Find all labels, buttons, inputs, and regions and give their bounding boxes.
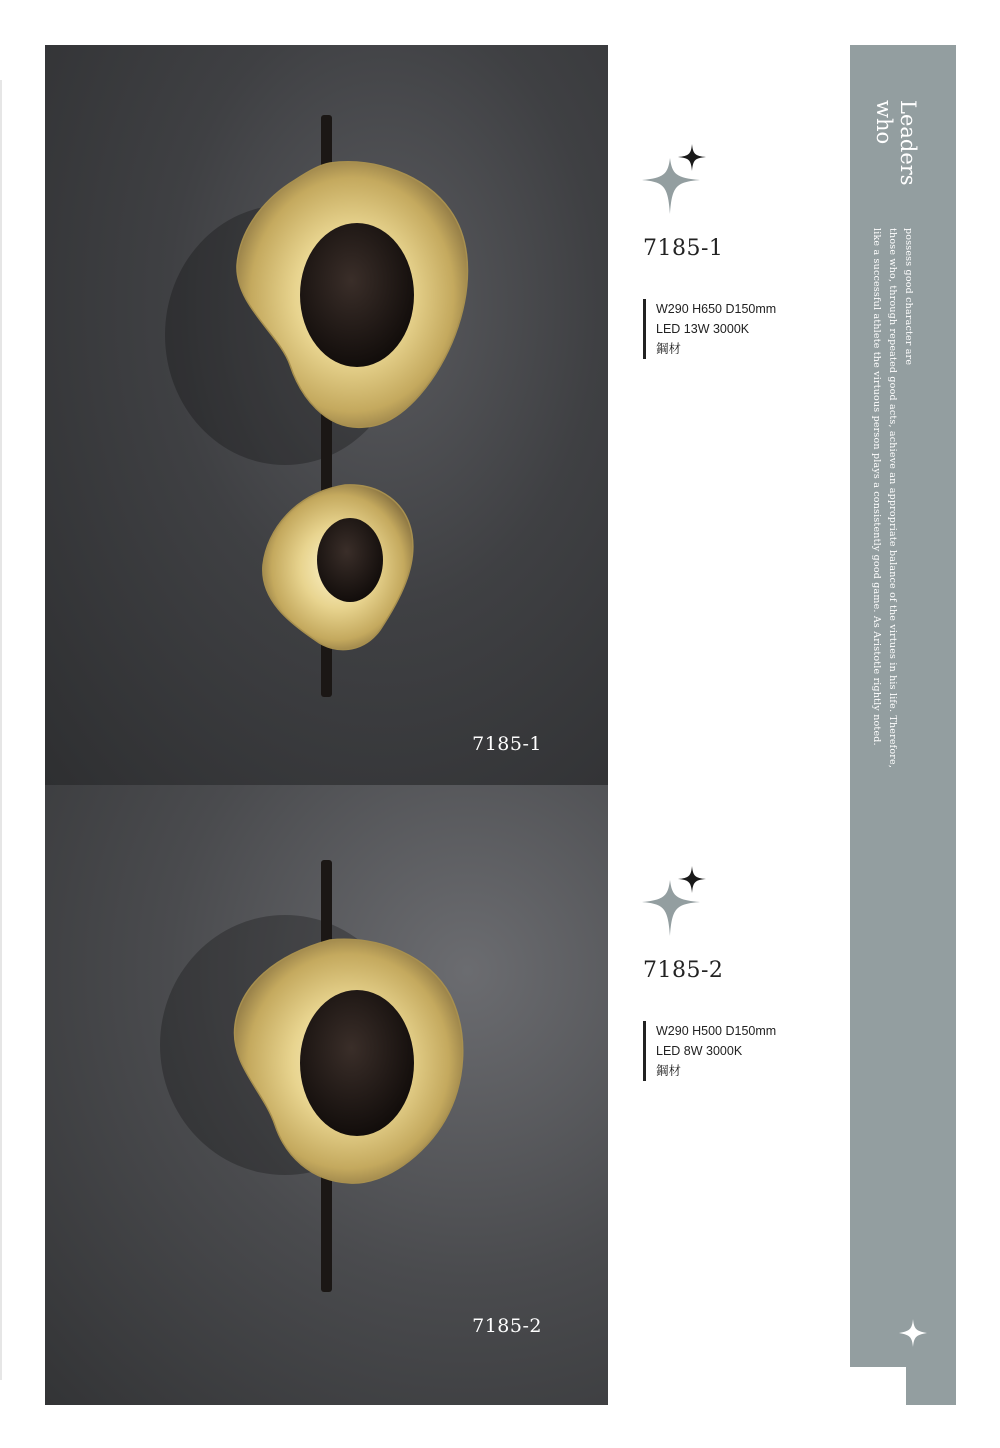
band-notch <box>850 1367 906 1405</box>
spec-light: LED 8W 3000K <box>656 1044 743 1058</box>
page-edge-line <box>0 80 2 1380</box>
spec-dimensions: W290 H500 D150mm <box>656 1024 777 1038</box>
photo-caption: 7185-2 <box>472 1315 542 1337</box>
product-photo-7185-1 <box>45 45 608 785</box>
model-number: 7185-2 <box>643 958 724 983</box>
sidebar-title-line: Leaders <box>896 100 920 186</box>
sparkle-icon <box>640 140 712 216</box>
sidebar-body-line: possess good character are <box>903 228 914 366</box>
sparkle-icon <box>898 1318 928 1348</box>
lamp-illustration-7185-2 <box>45 785 608 1405</box>
sidebar-body-line: like a successful athlete the virtuous person plays a consistently good game. As Aristotle rightly noted. <box>871 228 882 746</box>
sidebar-body <box>868 228 916 768</box>
model-number: 7185-1 <box>643 236 724 261</box>
product-info-7185-2 <box>640 862 830 1081</box>
lamp-illustration-7185-1 <box>45 45 608 785</box>
sparkle-icon <box>640 862 712 938</box>
spec-light: LED 13W 3000K <box>656 322 750 336</box>
spec-dimensions: W290 H650 D150mm <box>656 302 777 316</box>
sidebar-title-line: who <box>872 100 896 145</box>
product-photo-7185-2 <box>45 785 608 1405</box>
spec-material: 鋼材 <box>656 1064 682 1078</box>
spec-material: 鋼材 <box>656 342 682 356</box>
sidebar-body-line: those who, through repeated good acts, achieve an appropriate balance of the virtues in his life. Therefore, <box>887 228 898 769</box>
spec-list <box>643 1021 830 1081</box>
sidebar-title <box>872 100 920 186</box>
photo-caption: 7185-1 <box>472 733 542 755</box>
product-info-7185-1 <box>640 140 830 359</box>
spec-list <box>643 299 830 359</box>
